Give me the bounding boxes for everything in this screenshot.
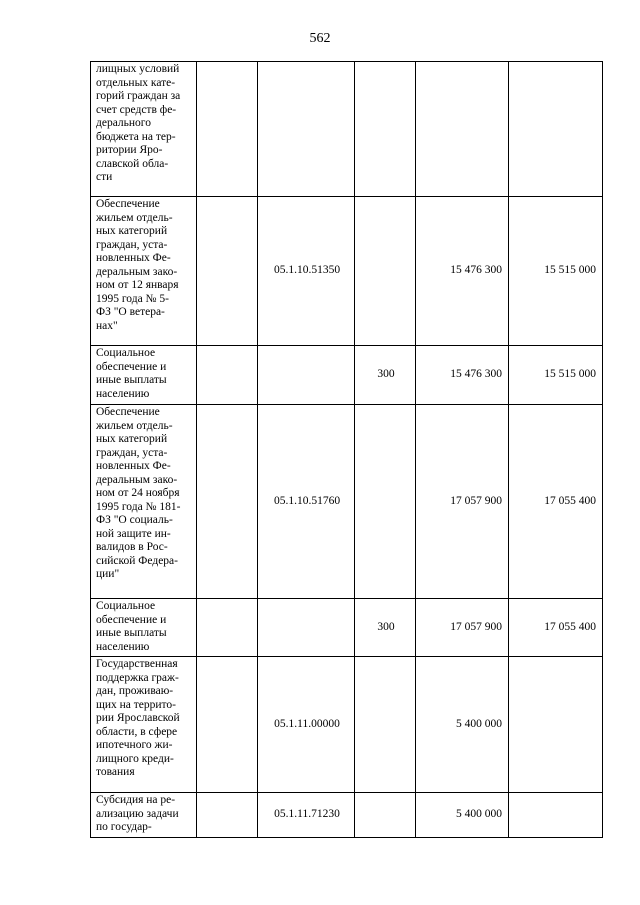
amount-year2-cell: 17 055 400 [509,405,603,599]
program-code-cell [258,62,355,197]
expense-type-cell: 300 [355,346,416,405]
item-name: Социальное обеспечение и иные выплаты населению [96,600,167,653]
amount-year2-cell [509,62,603,197]
item-name: лищных условий отдельных кате- горий граждан за счет средств фе- дерального бюджета на тер- ритории Яро- славской обла- сти [96,63,181,183]
amount-year1-cell: 17 057 900 [416,599,509,657]
item-name: Государственная поддержка граж- дан, проживаю- щих на террито- рии Ярославской области, в сфере ипотечного жи- лищного креди- тования [96,658,180,778]
item-name: Обеспечение жильем отдель- ных категорий граждан, уста- новленных Фе- деральным зако- ном от 12 января 1995 года № 5- ФЗ "О ветера- нах" [96,198,179,332]
empty-cell [197,599,258,657]
amount-year2-cell [509,793,603,838]
amount-year2-cell: 17 055 400 [509,599,603,657]
expense-type-cell: 300 [355,599,416,657]
empty-cell [197,657,258,793]
table-row [91,62,603,197]
expense-type-cell [355,197,416,346]
item-name: Обеспечение жильем отдель- ных категорий граждан, уста- новленных Фе- деральным зако- ном от 24 ноября 1995 года № 181- ФЗ "О социаль- ной защите ин- валидов в Рос- сийской Федера- ции" [96,406,181,580]
page-number: 562 [309,31,331,46]
item-name-cell [91,197,197,346]
expense-type-cell [355,793,416,838]
item-name: Социальное обеспечение и иные выплаты населению [96,347,167,400]
program-code-cell [258,346,355,405]
item-name-cell [91,793,197,838]
item-name: Субсидия на ре- ализацию задачи по государ- [96,794,179,833]
amount-year1-cell: 5 400 000 [416,657,509,793]
table-row [91,405,603,599]
budget-table [90,61,603,838]
amount-year1-cell: 17 057 900 [416,405,509,599]
item-name-cell [91,599,197,657]
item-name-cell [91,405,197,599]
empty-cell [197,793,258,838]
amount-year2-cell [509,657,603,793]
amount-year1-cell: 15 476 300 [416,197,509,346]
amount-year2-cell: 15 515 000 [509,197,603,346]
item-name-cell [91,62,197,197]
empty-cell [197,197,258,346]
program-code-cell: 05.1.10.51350 [258,197,355,346]
item-name-cell [91,657,197,793]
program-code-cell [258,599,355,657]
program-code-cell: 05.1.10.51760 [258,405,355,599]
empty-cell [197,346,258,405]
expense-type-cell [355,657,416,793]
empty-cell [197,405,258,599]
table-row [91,599,603,657]
program-code-cell: 05.1.11.00000 [258,657,355,793]
amount-year1-cell: 5 400 000 [416,793,509,838]
expense-type-cell [355,405,416,599]
amount-year1-cell [416,62,509,197]
table-row [91,793,603,838]
amount-year1-cell: 15 476 300 [416,346,509,405]
expense-type-cell [355,62,416,197]
table-row [91,657,603,793]
item-name-cell [91,346,197,405]
table-row [91,346,603,405]
empty-cell [197,62,258,197]
amount-year2-cell: 15 515 000 [509,346,603,405]
table-row [91,197,603,346]
program-code-cell: 05.1.11.71230 [258,793,355,838]
